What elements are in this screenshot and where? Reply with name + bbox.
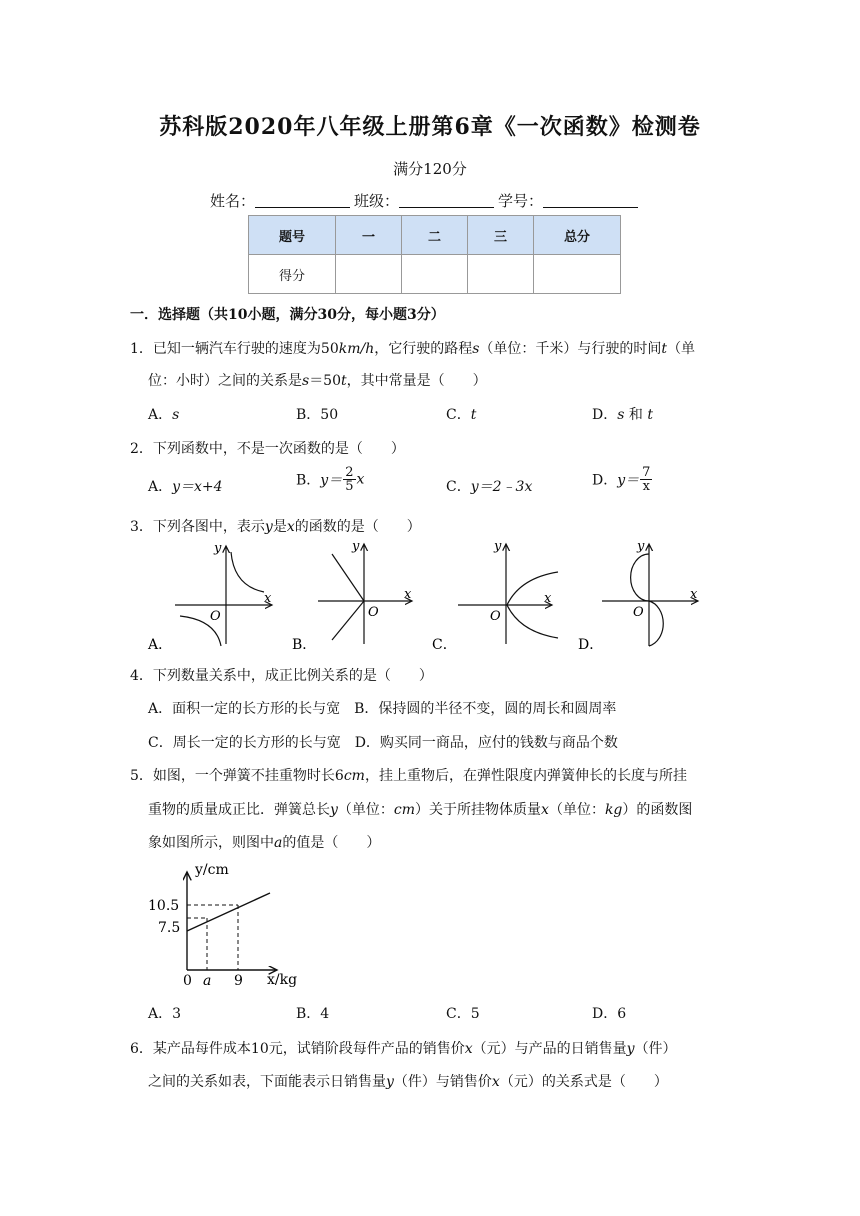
svg-text:O: O [368,605,379,620]
q2-option-a[interactable]: A．y＝x+4 [148,479,223,495]
question-6-line-1: 6．某产品每件成本10元，试销阶段每件产品的销售价x（元）与产品的日销售量y（件） [130,1041,677,1057]
svg-text:x: x [690,587,698,602]
q5-option-c[interactable]: C．5 [446,1006,480,1022]
tick-7-5: 7.5 [158,920,181,936]
question-2-stem: 2．下列函数中，不是一次函数的是（ ） [130,441,405,457]
q1-option-b[interactable]: B．50 [296,407,339,423]
q1-option-a[interactable]: A．s [148,407,180,423]
class-blank[interactable] [399,193,494,208]
score-header-cell: 一 [336,216,402,255]
score-header-cell: 题号 [249,216,336,255]
svg-text:y: y [352,539,360,554]
tick-a: a [203,973,212,989]
score-cell[interactable] [402,255,468,294]
q5-option-b[interactable]: B．4 [296,1006,330,1022]
q1-option-c[interactable]: C．t [446,407,477,423]
svg-text:B．: B． [292,637,317,653]
question-3-graphs [0,534,860,654]
question-5-line-2: 重物的质量成正比．弹簧总长y（单位：cm）关于所挂物体质量x（单位：kg）的函数图 [148,802,693,818]
spring-line [187,893,270,931]
svg-text:x: x [544,591,552,606]
q2-option-b[interactable]: B．y＝ $\frac{2}{5}$ x [296,465,365,494]
graph-ylabel: y/cm [195,862,229,878]
score-header-cell: 二 [402,216,468,255]
question-5-line-3: 象如图所示，则图中a的值是（ ） [148,835,381,851]
score-header-cell: 三 [468,216,534,255]
id-label: 学号： [498,192,544,210]
page-title: 苏科版2020年八年级上册第6章《一次函数》检测卷 [159,114,701,140]
question-1-line-1: 1．已知一辆汽车行驶的速度为50km/h，它行驶的路程s（单位：千米）与行驶的时间t（单 [130,341,696,357]
tick-10-5: 10.5 [148,898,180,914]
svg-text:y: y [494,539,502,554]
graph-c [432,539,558,653]
svg-text:O: O [210,609,221,624]
score-header-cell: 总分 [534,216,621,255]
svg-text:D．: D． [578,637,604,653]
class-label: 班级： [354,192,400,210]
student-info-row [210,190,642,211]
id-blank[interactable] [543,193,638,208]
tick-0: 0 [183,973,192,989]
q2-option-d[interactable]: D．y＝ $\frac{7}{x}$ [592,465,651,494]
q2-option-c[interactable]: C．y＝2﹣3x [446,479,533,495]
svg-text:x: x [404,587,412,602]
score-cell[interactable] [336,255,402,294]
graph-a [147,541,272,653]
score-row-label: 得分 [249,255,336,294]
svg-text:O: O [633,605,644,620]
tick-9: 9 [234,973,243,989]
q5-option-a[interactable]: A．3 [148,1006,182,1022]
svg-text:A．: A． [148,637,173,653]
name-label: 姓名： [210,192,256,210]
svg-text:y: y [637,539,645,554]
section-title: 一．选择题（共10小题，满分30分，每小题3分） [130,307,445,323]
score-table [248,215,621,294]
svg-text:O: O [490,609,501,624]
svg-text:C．: C． [432,637,457,653]
svg-text:x: x [264,591,272,606]
q5-option-d[interactable]: D．6 [592,1006,627,1022]
graph-xlabel: x/kg [267,972,298,988]
svg-text:y: y [214,541,222,556]
score-cell[interactable] [534,255,621,294]
graph-b [292,539,412,653]
question-6-line-2: 之间的关系如表，下面能表示日销售量y（件）与销售价x（元）的关系式是（ ） [148,1074,668,1090]
question-1-line-2: 位：小时）之间的关系是s＝50t，其中常量是（ ） [148,373,487,389]
q4-options-line-1[interactable]: A．面积一定的长方形的长与宽 B．保持圆的半径不变，圆的周长和圆周率 [148,701,617,717]
question-4-stem: 4．下列数量关系中，成正比例关系的是（ ） [130,668,433,684]
spring-graph [140,858,320,993]
score-cell[interactable] [468,255,534,294]
question-3-stem: 3．下列各图中，表示y是x的函数的是（ ） [130,519,421,535]
name-blank[interactable] [255,193,350,208]
q1-option-d[interactable]: D．s 和 t [592,407,653,423]
full-score: 满分120分 [393,160,467,178]
graph-d [578,539,698,653]
q4-options-line-2[interactable]: C．周长一定的长方形的长与宽 D．购买同一商品，应付的钱数与商品个数 [148,735,618,751]
question-5-line-1: 5．如图，一个弹簧不挂重物时长6cm，挂上重物后，在弹性限度内弹簧伸长的长度与所挂 [130,768,687,784]
